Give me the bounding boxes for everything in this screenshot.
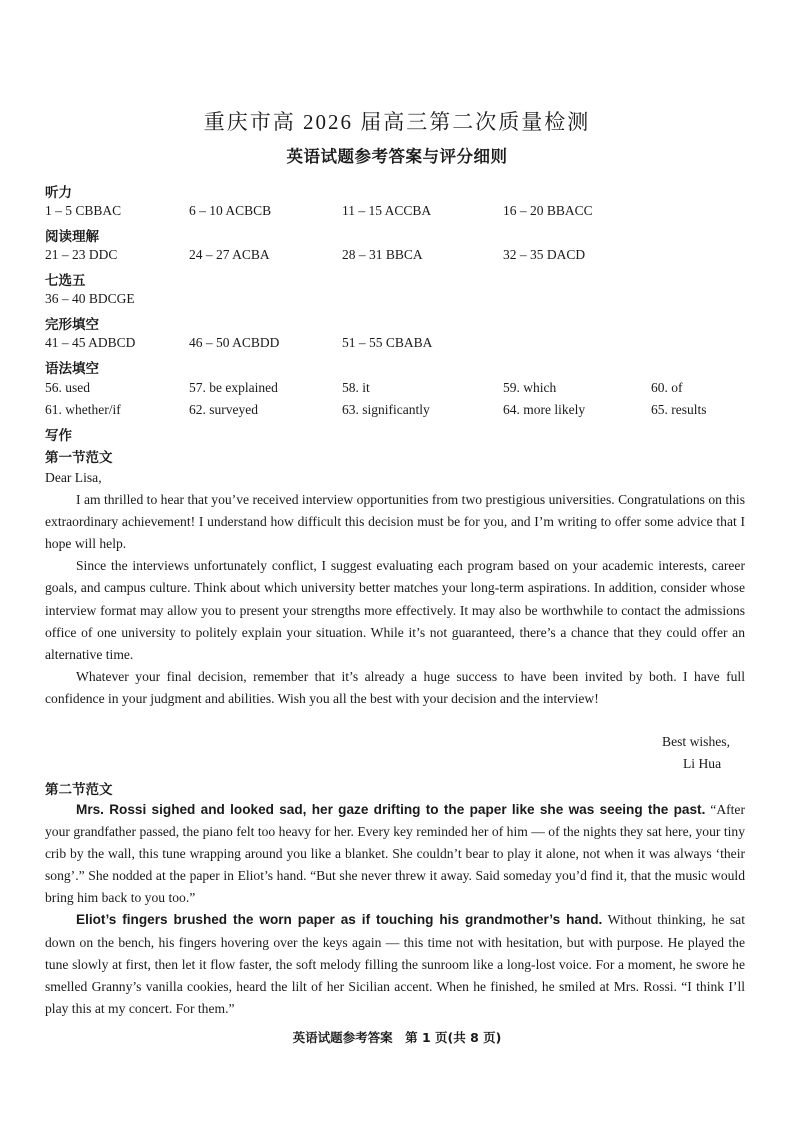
section-heading-writing: 写作 (45, 428, 72, 444)
answer-group: 51 – 55 CBABA (342, 335, 433, 350)
grammar-answer: 59. which (503, 380, 557, 395)
letter-salutation: Dear Lisa, (45, 470, 102, 485)
grammar-answer: 64. more likely (503, 402, 586, 417)
letter-paragraph: Since the interviews unfortunately conflict, I suggest evaluating each program based on your academic interests, career goals, and campus culture. Think about which university better matches your long-term aspirations. In addition, consider whose interview format may allow you to present your strengths more effectively. It may also be worthwhile to contact the admissions office of one university to politely explain your situation. While it’s not guaranteed, there’s a chance that they could offer an alternative time. (45, 558, 745, 662)
grammar-answer: 63. significantly (342, 402, 430, 417)
answer-group: 41 – 45 ADBCD (45, 335, 136, 350)
answer-group: 46 – 50 ACBDD (189, 335, 280, 350)
answer-group: 21 – 23 DDC (45, 247, 118, 262)
section-heading-cloze: 完形填空 (45, 317, 99, 333)
reading-answers-row (0, 247, 794, 267)
section-heading-listening: 听力 (45, 185, 72, 201)
answer-group: 36 – 40 BDCGE (45, 291, 135, 306)
continuation-paragraph-2 (45, 909, 745, 1019)
paragraph-body: Without thinking, he sat down on the bench, his fingers hovering over the keys again — this time not with hesitation, but with purpose. He played the tune slowly at first, then let it flow faster, the soft melody filling the sunroom like a long-lost voice. For a moment, he swore he smelled Granny’s vanilla cookies, heard the lilt of her Sicilian accent. When he finished, he smiled at Mrs. Rossi. “I think I’ll play this at my concert. For them.” (45, 912, 745, 1016)
answer-group: 24 – 27 ACBA (189, 247, 270, 262)
section-heading-grammar: 语法填空 (45, 361, 99, 377)
answer-group: 11 – 15 ACCBA (342, 203, 432, 218)
grammar-answer: 62. surveyed (189, 402, 258, 417)
sample-continuation (45, 799, 745, 1020)
paragraph-lead-sentence: Mrs. Rossi sighed and looked sad, her gaze drifting to the paper like she was seeing the past. (76, 802, 706, 817)
section-heading-seven-five: 七选五 (45, 273, 86, 289)
letter-paragraph: I am thrilled to hear that you’ve received interview opportunities from two prestigious universities. Congratulations on this extraordinary achievement! I understand how difficult this decision must be for you, and I’m writing to offer some advice that I hope will help. (45, 492, 745, 552)
answer-key-subtitle: 英语试题参考答案与评分细则 (286, 147, 508, 166)
grammar-answer: 58. it (342, 380, 370, 395)
exam-title: 重庆市高 2026 届高三第二次质量检测 (203, 110, 591, 134)
grammar-answers-row-1 (0, 380, 794, 400)
grammar-answer: 61. whether/if (45, 402, 121, 417)
letter-signature: Li Hua (683, 756, 722, 771)
grammar-answer: 57. be explained (189, 380, 278, 395)
listening-answers-row (0, 203, 794, 223)
grammar-answers-row-2 (0, 402, 794, 422)
seven-five-answers-row (0, 291, 794, 311)
section-heading-reading: 阅读理解 (45, 229, 99, 245)
grammar-answer: 65. results (651, 402, 707, 417)
sample-letter (45, 467, 745, 710)
paragraph-body: “After your grandfather passed, the piano felt too heavy for her. Every key reminded her of him — of the nights they sat here, your tiny crib by the wall, this tune wrapping around you like a blanket. She couldn’t bear to play it alone, not when it was always ‘their song’.” She nodded at the paper in Eliot’s hand. “But she never threw it away. Said someday you’d find it, that the music would bring him back to you too.” (45, 802, 745, 906)
section-heading-part2-sample: 第二节范文 (45, 782, 113, 798)
letter-closing: Best wishes, (662, 734, 730, 749)
answer-group: 6 – 10 ACBCB (189, 203, 272, 218)
grammar-answer: 60. of (651, 380, 683, 395)
section-heading-part1-sample: 第一节范文 (45, 450, 113, 466)
grammar-answer: 56. used (45, 380, 90, 395)
cloze-answers-row (0, 335, 794, 355)
letter-paragraph: Whatever your final decision, remember that it’s already a huge success to have been invited by both. I have full confidence in your judgment and abilities. Wish you all the best with your decision and the interview! (45, 668, 745, 706)
answer-group: 28 – 31 BBCA (342, 247, 423, 262)
answer-group: 1 – 5 CBBAC (45, 203, 122, 218)
answer-group: 16 – 20 BBACC (503, 203, 593, 218)
continuation-paragraph-1 (45, 799, 745, 909)
paragraph-lead-sentence: Eliot’s fingers brushed the worn paper as if touching his grandmother’s hand. (76, 912, 603, 928)
answer-group: 32 – 35 DACD (503, 247, 586, 262)
page-footer: 英语试题参考答案 第 1 页(共 8 页) (292, 1030, 502, 1045)
